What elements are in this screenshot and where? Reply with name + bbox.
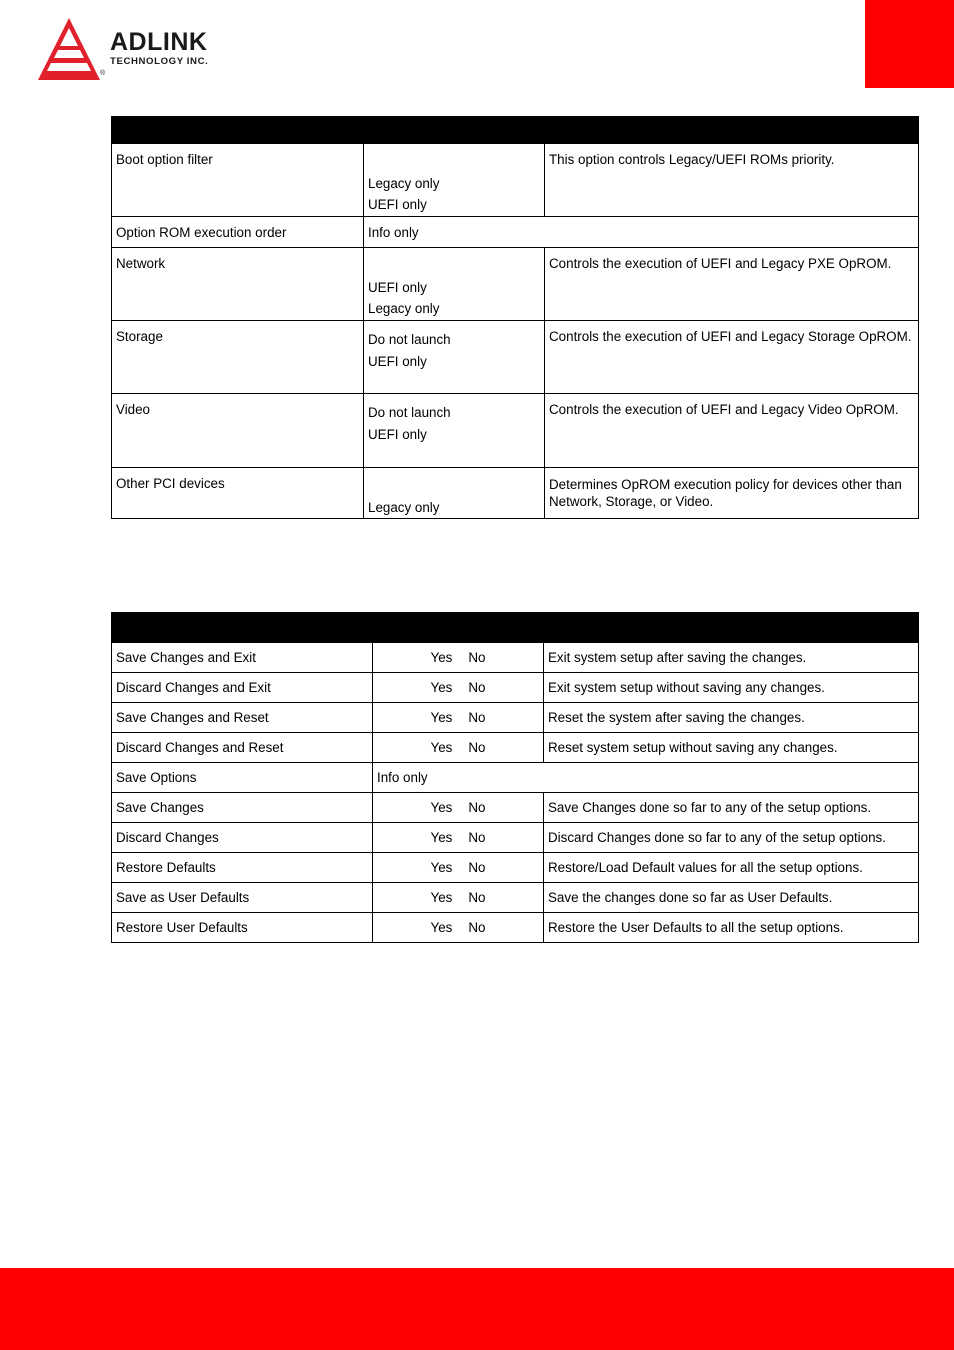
yes-choice[interactable]: Yes [430, 890, 453, 905]
no-choice[interactable]: No [468, 860, 486, 875]
logo-tagline: TECHNOLOGY INC. [110, 56, 209, 67]
no-choice[interactable]: No [468, 920, 486, 935]
logo-wordmark: ADLINK [110, 28, 208, 56]
option-value [368, 476, 540, 497]
option-description: Reset system setup without saving any changes. [544, 733, 919, 763]
option-value: UEFI only [368, 354, 427, 369]
option-value: Legacy only [368, 176, 440, 191]
yes-choice[interactable]: Yes [430, 740, 453, 755]
table-row [112, 217, 919, 248]
option-description: Reset the system after saving the changes. [544, 703, 919, 733]
setting-name: Other PCI devices [112, 468, 364, 519]
option-description: Exit system setup after saving the changes. [544, 643, 919, 673]
yes-choice[interactable]: Yes [430, 650, 453, 665]
table-row [112, 763, 919, 793]
option-name: Save Changes [112, 793, 373, 823]
no-choice[interactable]: No [468, 740, 486, 755]
yes-no-choices [373, 673, 544, 703]
table-row [112, 703, 919, 733]
header-cell [373, 613, 544, 643]
setting-options [364, 321, 545, 394]
option-description: Discard Changes done so far to any of the setup options. [544, 823, 919, 853]
option-value [368, 152, 540, 173]
setting-options [364, 394, 545, 468]
setting-description: Controls the execution of UEFI and Legacy PXE OpROM. [545, 248, 919, 321]
option-name: Discard Changes and Reset [112, 733, 373, 763]
table-header-row [112, 613, 919, 643]
table-row [112, 248, 919, 321]
header-cell [544, 613, 919, 643]
setting-description: Controls the execution of UEFI and Legacy Video OpROM. [545, 394, 919, 468]
table-row [112, 913, 919, 943]
yes-choice[interactable]: Yes [430, 920, 453, 935]
setting-name: Boot option filter [112, 144, 364, 217]
adlink-logo [38, 18, 253, 84]
yes-no-choices [373, 823, 544, 853]
no-choice[interactable]: No [468, 830, 486, 845]
option-name: Restore User Defaults [112, 913, 373, 943]
yes-no-choices [373, 643, 544, 673]
option-info: Info only [373, 763, 919, 793]
option-name: Save Options [112, 763, 373, 793]
option-name: Discard Changes [112, 823, 373, 853]
corner-page-tab [865, 0, 954, 88]
option-value: UEFI only [368, 197, 427, 212]
no-choice[interactable]: No [468, 890, 486, 905]
header-cell [112, 117, 364, 144]
header-cell [112, 613, 373, 643]
option-name: Discard Changes and Exit [112, 673, 373, 703]
option-description: Restore the User Defaults to all the setup options. [544, 913, 919, 943]
yes-no-choices [373, 853, 544, 883]
no-choice[interactable]: No [468, 680, 486, 695]
setting-name: Storage [112, 321, 364, 394]
yes-choice[interactable]: Yes [430, 710, 453, 725]
option-value: UEFI only [368, 427, 427, 442]
setting-name: Video [112, 394, 364, 468]
option-name: Restore Defaults [112, 853, 373, 883]
yes-no-choices [373, 793, 544, 823]
yes-no-choices [373, 703, 544, 733]
option-description: Save Changes done so far to any of the setup options. [544, 793, 919, 823]
option-value: Do not launch [368, 405, 451, 420]
yes-no-choices [373, 913, 544, 943]
table-row [112, 643, 919, 673]
yes-choice[interactable]: Yes [430, 800, 453, 815]
option-name: Save Changes and Reset [112, 703, 373, 733]
header-cell [545, 117, 919, 144]
yes-choice[interactable]: Yes [430, 860, 453, 875]
table-row [112, 394, 919, 468]
no-choice[interactable]: No [468, 710, 486, 725]
adlink-triangle-icon [38, 18, 100, 82]
table-header-row [112, 117, 919, 144]
setting-options [364, 144, 545, 217]
setting-description: Determines OpROM execution policy for devices other than Network, Storage, or Video. [545, 468, 919, 519]
table-row [112, 733, 919, 763]
setting-description: Controls the execution of UEFI and Legacy Storage OpROM. [545, 321, 919, 394]
table-row [112, 468, 919, 519]
option-value: UEFI only [368, 280, 427, 295]
option-value: Legacy only [368, 301, 440, 316]
table-row [112, 883, 919, 913]
table-row [112, 673, 919, 703]
yes-choice[interactable]: Yes [430, 680, 453, 695]
setting-options [364, 468, 545, 519]
header-cell [364, 117, 545, 144]
no-choice[interactable]: No [468, 650, 486, 665]
option-name: Save as User Defaults [112, 883, 373, 913]
setting-name: Network [112, 248, 364, 321]
yes-no-choices [373, 733, 544, 763]
option-value: Do not launch [368, 332, 451, 347]
option-value [368, 256, 540, 277]
save-exit-table [111, 612, 919, 943]
oprom-settings-table [111, 116, 919, 519]
option-description: Save the changes done so far as User Defaults. [544, 883, 919, 913]
logo-registered-mark: ® [100, 70, 106, 77]
footer-bar [0, 1268, 954, 1350]
table-row [112, 823, 919, 853]
yes-choice[interactable]: Yes [430, 830, 453, 845]
setting-options [364, 248, 545, 321]
setting-name: Option ROM execution order [112, 217, 364, 248]
setting-info: Info only [364, 217, 919, 248]
no-choice[interactable]: No [468, 800, 486, 815]
setting-description: This option controls Legacy/UEFI ROMs priority. [545, 144, 919, 217]
table-row [112, 321, 919, 394]
option-description: Restore/Load Default values for all the setup options. [544, 853, 919, 883]
option-value: Legacy only [368, 500, 440, 515]
option-name: Save Changes and Exit [112, 643, 373, 673]
table-row [112, 853, 919, 883]
yes-no-choices [373, 883, 544, 913]
table-row [112, 793, 919, 823]
option-description: Exit system setup without saving any changes. [544, 673, 919, 703]
table-row [112, 144, 919, 217]
